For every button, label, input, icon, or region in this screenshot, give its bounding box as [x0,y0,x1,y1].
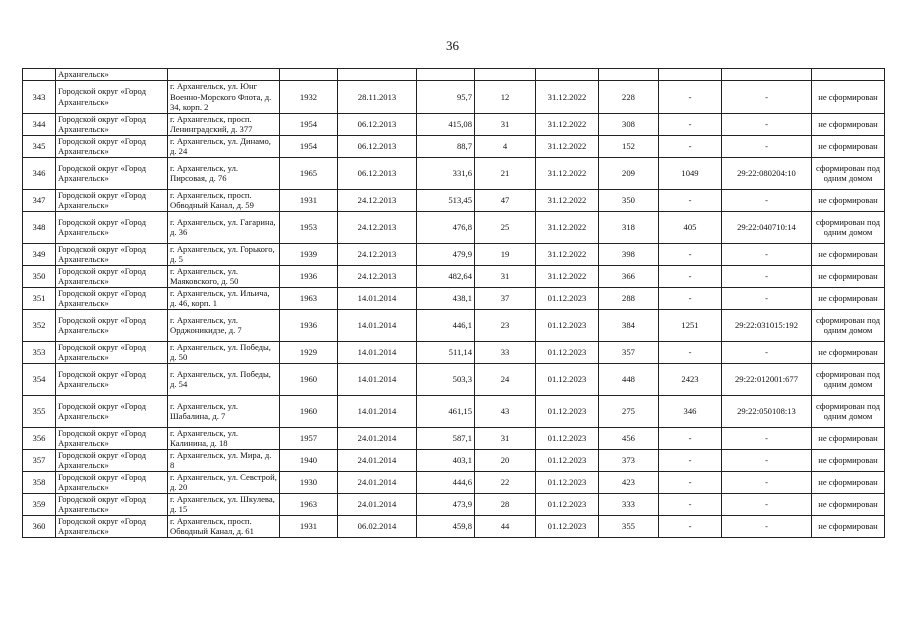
table-row [23,211,885,243]
year-built-cell: 1940 [280,449,338,471]
year-built-cell: 1960 [280,363,338,395]
address-cell: г. Архангельск, ул. Калинина, д. 18 [168,427,280,449]
table-row [23,113,885,135]
deadline-date-cell: 31.12.2022 [536,113,599,135]
residents-count-cell: 25 [475,211,536,243]
value-cell: 448 [599,363,659,395]
land-area-cell: - [659,81,722,114]
deadline-date-cell: 31.12.2022 [536,243,599,265]
year-built-cell: 1954 [280,135,338,157]
area-cell: 446,1 [417,309,475,341]
owner-cell: Городской округ «Город Архангельск» [56,287,168,309]
land-status-cell: сформирован под одним домом [812,395,885,427]
residents-count-cell: 19 [475,243,536,265]
land-area-cell: - [659,449,722,471]
row-number-cell: 344 [23,113,56,135]
residents-count-cell: 21 [475,157,536,189]
owner-cell: Городской округ «Город Архангельск» [56,449,168,471]
cadastral-number-cell: - [722,287,812,309]
owner-cell: Городской округ «Город Архангельск» [56,81,168,114]
table-row [23,449,885,471]
area-cell: 88,7 [417,135,475,157]
deadline-date-cell: 31.12.2022 [536,189,599,211]
value-cell: 333 [599,493,659,515]
date-cell: 14.01.2014 [338,341,417,363]
cadastral-number-cell: 29:22:080204:10 [722,157,812,189]
value-cell: 228 [599,81,659,114]
table-row [23,471,885,493]
year-built-cell: 1931 [280,189,338,211]
owner-cell: Городской округ «Город Архангельск» [56,113,168,135]
table-row [23,69,885,81]
cadastral-number-cell: - [722,515,812,537]
land-area-cell: - [659,471,722,493]
cadastral-number-cell: - [722,493,812,515]
value-cell: 357 [599,341,659,363]
cadastral-number-cell: - [722,243,812,265]
land-status-cell: не сформирован [812,189,885,211]
owner-cell: Городской округ «Город Архангельск» [56,157,168,189]
deadline-date-cell: 31.12.2022 [536,157,599,189]
year-built-cell: 1930 [280,471,338,493]
deadline-date-cell: 01.12.2023 [536,427,599,449]
area-cell: 503,3 [417,363,475,395]
row-number-cell: 356 [23,427,56,449]
owner-cell: Городской округ «Город Архангельск» [56,265,168,287]
table-row [23,427,885,449]
table-row [23,341,885,363]
land-area-cell: - [659,493,722,515]
land-area-cell: 1251 [659,309,722,341]
residents-count-cell: 22 [475,471,536,493]
cadastral-number-cell: - [722,449,812,471]
row-number-cell: 351 [23,287,56,309]
land-status-cell: не сформирован [812,287,885,309]
residents-count-cell: 31 [475,113,536,135]
year-built-cell: 1953 [280,211,338,243]
row-number-cell: 357 [23,449,56,471]
table-row [23,363,885,395]
address-cell: г. Архангельск, просп. Обводный Канал, д. 59 [168,189,280,211]
land-status-cell: не сформирован [812,493,885,515]
value-cell: 398 [599,243,659,265]
value-cell [599,69,659,81]
deadline-date-cell: 01.12.2023 [536,287,599,309]
address-cell: г. Архангельск, ул. Севстрой, д. 20 [168,471,280,493]
address-cell: г. Архангельск, ул. Мира, д. 8 [168,449,280,471]
row-number-cell: 343 [23,81,56,114]
land-status-cell: не сформирован [812,341,885,363]
owner-cell: Городской округ «Город Архангельск» [56,243,168,265]
area-cell [417,69,475,81]
land-status-cell: сформирован под одним домом [812,157,885,189]
land-status-cell: не сформирован [812,471,885,493]
owner-cell: Городской округ «Город Архангельск» [56,427,168,449]
date-cell: 24.01.2014 [338,427,417,449]
owner-cell: Городской округ «Город Архангельск» [56,135,168,157]
residents-count-cell: 31 [475,265,536,287]
value-cell: 288 [599,287,659,309]
residents-count-cell: 24 [475,363,536,395]
land-area-cell: - [659,113,722,135]
cadastral-number-cell: - [722,341,812,363]
year-built-cell: 1954 [280,113,338,135]
date-cell: 24.01.2014 [338,471,417,493]
residents-count-cell [475,69,536,81]
row-number-cell: 350 [23,265,56,287]
date-cell: 28.11.2013 [338,81,417,114]
date-cell: 06.12.2013 [338,113,417,135]
area-cell: 459,8 [417,515,475,537]
land-area-cell: - [659,287,722,309]
cadastral-number-cell: 29:22:031015:192 [722,309,812,341]
table-row [23,81,885,114]
residents-count-cell: 47 [475,189,536,211]
deadline-date-cell: 31.12.2022 [536,211,599,243]
row-number-cell: 358 [23,471,56,493]
cadastral-number-cell [722,69,812,81]
area-cell: 473,9 [417,493,475,515]
land-area-cell: - [659,135,722,157]
row-number-cell: 346 [23,157,56,189]
year-built-cell: 1936 [280,309,338,341]
row-number-cell: 348 [23,211,56,243]
year-built-cell: 1931 [280,515,338,537]
value-cell: 384 [599,309,659,341]
table-row [23,243,885,265]
land-status-cell: не сформирован [812,515,885,537]
address-cell: г. Архангельск, ул. Ильича, д. 46, корп. 1 [168,287,280,309]
owner-cell: Городской округ «Город Архангельск» [56,515,168,537]
year-built-cell: 1960 [280,395,338,427]
cadastral-number-cell: 29:22:012001:677 [722,363,812,395]
area-cell: 511,14 [417,341,475,363]
address-cell: г. Архангельск, ул. Победы, д. 50 [168,341,280,363]
table-row [23,265,885,287]
address-cell: г. Архангельск, ул. Маяковского, д. 50 [168,265,280,287]
value-cell: 152 [599,135,659,157]
year-built-cell: 1965 [280,157,338,189]
year-built-cell: 1929 [280,341,338,363]
row-number-cell: 345 [23,135,56,157]
value-cell: 355 [599,515,659,537]
address-cell: г. Архангельск, ул. Шабалина, д. 7 [168,395,280,427]
value-cell: 373 [599,449,659,471]
registry-body [23,69,885,538]
land-status-cell: не сформирован [812,135,885,157]
residents-count-cell: 31 [475,427,536,449]
deadline-date-cell [536,69,599,81]
owner-cell: Городской округ «Город Архангельск» [56,341,168,363]
cadastral-number-cell: 29:22:050108:13 [722,395,812,427]
address-cell: г. Архангельск, просп. Обводный Канал, д. 61 [168,515,280,537]
date-cell: 14.01.2014 [338,395,417,427]
land-area-cell: - [659,189,722,211]
address-cell: г. Архангельск, ул. Динамо, д. 24 [168,135,280,157]
owner-cell: Городской округ «Город Архангельск» [56,395,168,427]
area-cell: 95,7 [417,81,475,114]
area-cell: 415,08 [417,113,475,135]
row-number-cell: 347 [23,189,56,211]
table-row [23,157,885,189]
land-status-cell: сформирован под одним домом [812,309,885,341]
address-cell: г. Архангельск, ул. Юнг Военно-Морского Флота, д. 34, корп. 2 [168,81,280,114]
date-cell: 24.12.2013 [338,243,417,265]
date-cell: 24.12.2013 [338,265,417,287]
land-area-cell [659,69,722,81]
deadline-date-cell: 01.12.2023 [536,515,599,537]
owner-cell: Городской округ «Город Архангельск» [56,211,168,243]
housing-registry-table [22,68,885,538]
land-status-cell: не сформирован [812,81,885,114]
deadline-date-cell: 31.12.2022 [536,265,599,287]
land-area-cell: 2423 [659,363,722,395]
deadline-date-cell: 01.12.2023 [536,341,599,363]
residents-count-cell: 33 [475,341,536,363]
table-row [23,287,885,309]
table-row [23,515,885,537]
year-built-cell: 1939 [280,243,338,265]
residents-count-cell: 43 [475,395,536,427]
cadastral-number-cell: 29:22:040710:14 [722,211,812,243]
table-row [23,309,885,341]
deadline-date-cell: 01.12.2023 [536,449,599,471]
date-cell: 06.12.2013 [338,157,417,189]
residents-count-cell: 23 [475,309,536,341]
area-cell: 513,45 [417,189,475,211]
value-cell: 423 [599,471,659,493]
land-status-cell: не сформирован [812,243,885,265]
year-built-cell [280,69,338,81]
area-cell: 331,6 [417,157,475,189]
owner-cell: Городской округ «Город Архангельск» [56,189,168,211]
table-row [23,395,885,427]
land-status-cell: не сформирован [812,427,885,449]
address-cell: г. Архангельск, ул. Шкулева, д. 15 [168,493,280,515]
date-cell: 14.01.2014 [338,287,417,309]
table-row [23,493,885,515]
owner-cell: Городской округ «Город Архангельск» [56,471,168,493]
table-row [23,189,885,211]
row-number-cell: 354 [23,363,56,395]
value-cell: 366 [599,265,659,287]
deadline-date-cell: 01.12.2023 [536,363,599,395]
area-cell: 482,64 [417,265,475,287]
area-cell: 461,15 [417,395,475,427]
deadline-date-cell: 01.12.2023 [536,471,599,493]
address-cell: г. Архангельск, ул. Пирсовая, д. 76 [168,157,280,189]
land-status-cell: не сформирован [812,113,885,135]
value-cell: 318 [599,211,659,243]
owner-cell: Городской округ «Город Архангельск» [56,309,168,341]
land-area-cell: - [659,341,722,363]
row-number-cell: 352 [23,309,56,341]
area-cell: 403,1 [417,449,475,471]
deadline-date-cell: 01.12.2023 [536,493,599,515]
land-area-cell: - [659,265,722,287]
date-cell: 06.12.2013 [338,135,417,157]
owner-cell: Архангельск» [56,69,168,81]
land-area-cell: - [659,515,722,537]
row-number-cell: 355 [23,395,56,427]
land-status-cell: не сформирован [812,265,885,287]
owner-cell: Городской округ «Город Архангельск» [56,363,168,395]
cadastral-number-cell: - [722,265,812,287]
residents-count-cell: 12 [475,81,536,114]
deadline-date-cell: 31.12.2022 [536,81,599,114]
area-cell: 587,1 [417,427,475,449]
date-cell [338,69,417,81]
value-cell: 350 [599,189,659,211]
row-number-cell: 349 [23,243,56,265]
date-cell: 06.02.2014 [338,515,417,537]
year-built-cell: 1936 [280,265,338,287]
address-cell: г. Архангельск, ул. Победы, д. 54 [168,363,280,395]
year-built-cell: 1932 [280,81,338,114]
cadastral-number-cell: - [722,471,812,493]
land-area-cell: - [659,243,722,265]
address-cell: г. Архангельск, ул. Горького, д. 5 [168,243,280,265]
year-built-cell: 1963 [280,287,338,309]
area-cell: 444,6 [417,471,475,493]
table-row [23,135,885,157]
address-cell: г. Архангельск, просп. Ленинградский, д. 377 [168,113,280,135]
residents-count-cell: 20 [475,449,536,471]
land-area-cell: 405 [659,211,722,243]
value-cell: 209 [599,157,659,189]
land-status-cell [812,69,885,81]
date-cell: 14.01.2014 [338,309,417,341]
residents-count-cell: 28 [475,493,536,515]
owner-cell: Городской округ «Город Архангельск» [56,493,168,515]
row-number-cell: 359 [23,493,56,515]
cadastral-number-cell: - [722,189,812,211]
date-cell: 14.01.2014 [338,363,417,395]
residents-count-cell: 44 [475,515,536,537]
land-status-cell: сформирован под одним домом [812,363,885,395]
area-cell: 438,1 [417,287,475,309]
row-number-cell: 360 [23,515,56,537]
year-built-cell: 1963 [280,493,338,515]
year-built-cell: 1957 [280,427,338,449]
cadastral-number-cell: - [722,81,812,114]
row-number-cell [23,69,56,81]
land-area-cell: - [659,427,722,449]
address-cell: г. Архангельск, ул. Гагарина, д. 36 [168,211,280,243]
value-cell: 308 [599,113,659,135]
value-cell: 275 [599,395,659,427]
land-status-cell: не сформирован [812,449,885,471]
date-cell: 24.12.2013 [338,189,417,211]
page-number: 36 [446,38,459,53]
residents-count-cell: 37 [475,287,536,309]
land-status-cell: сформирован под одним домом [812,211,885,243]
land-area-cell: 346 [659,395,722,427]
value-cell: 456 [599,427,659,449]
deadline-date-cell: 31.12.2022 [536,135,599,157]
residents-count-cell: 4 [475,135,536,157]
land-area-cell: 1049 [659,157,722,189]
deadline-date-cell: 01.12.2023 [536,309,599,341]
address-cell [168,69,280,81]
address-cell: г. Архангельск, ул. Орджоникидзе, д. 7 [168,309,280,341]
date-cell: 24.01.2014 [338,493,417,515]
cadastral-number-cell: - [722,113,812,135]
row-number-cell: 353 [23,341,56,363]
area-cell: 479,9 [417,243,475,265]
date-cell: 24.12.2013 [338,211,417,243]
cadastral-number-cell: - [722,427,812,449]
cadastral-number-cell: - [722,135,812,157]
date-cell: 24.01.2014 [338,449,417,471]
area-cell: 476,8 [417,211,475,243]
deadline-date-cell: 01.12.2023 [536,395,599,427]
